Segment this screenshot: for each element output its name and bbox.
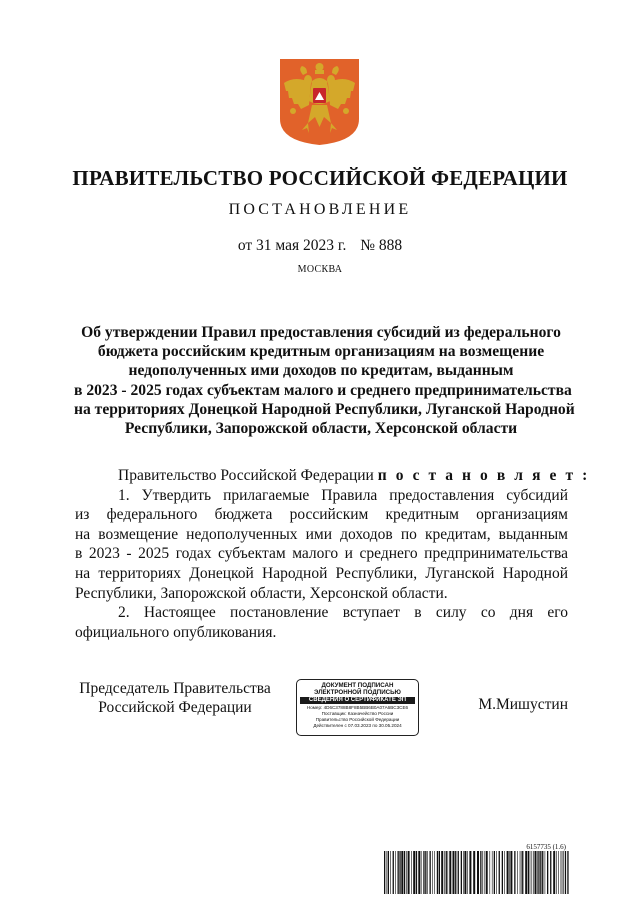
barcode-label: 6157735 (1.6) — [526, 843, 566, 851]
barcode-bar — [563, 851, 564, 894]
barcode-bar — [528, 851, 529, 894]
document-type: ПОСТАНОВЛЕНИЕ — [228, 201, 412, 218]
barcode-bar — [504, 851, 505, 894]
barcode-bar — [525, 851, 527, 894]
barcode-bar — [547, 851, 548, 894]
barcode-bar — [411, 851, 412, 894]
item1-line: Республики, Запорожской области, Херсонской области. — [75, 584, 448, 602]
barcode-bar — [423, 851, 424, 894]
barcode-bar — [469, 851, 471, 894]
document-body — [75, 466, 590, 642]
barcode-bar — [399, 851, 400, 894]
barcode-bar — [395, 851, 396, 894]
government-title: ПРАВИТЕЛЬСТВО РОССИЙСКОЙ ФЕДЕРАЦИИ — [72, 166, 568, 190]
barcode-bar — [502, 851, 503, 894]
barcode-bar — [408, 851, 410, 894]
date-number-line — [0, 237, 640, 255]
barcode-bar — [486, 851, 488, 894]
item2-line: 2. Настоящее постановление вступает в силу со дня его — [118, 604, 568, 622]
stamp-serial: Номер: 4D6C3788B8F8B5BB6B0A07A6BC3CE6 — [306, 705, 409, 710]
barcode-bar — [384, 851, 385, 894]
stamp-validity: Действителен с 07.03.2023 по 30.05.2024 — [313, 723, 402, 728]
barcode-bar — [418, 851, 420, 894]
heading-line: в 2023 - 2025 годах субъектам малого и среднего предпринимательства — [74, 381, 572, 399]
barcode-bar — [553, 851, 555, 894]
stamp-issuer: Поставщик: Казначейство России — [321, 711, 394, 716]
item1-line: в 2023 - 2025 годах субъектам малого и среднего предпринимательства — [75, 545, 568, 563]
barcode-bar — [533, 851, 534, 894]
barcode-bar — [455, 851, 456, 894]
barcode-bar — [437, 851, 438, 894]
barcode-bar — [540, 851, 541, 894]
barcode-bar — [434, 851, 435, 894]
stamp-owner: Правительство Российской Федерации — [315, 717, 400, 722]
barcode-bar — [537, 851, 538, 894]
heading-line: Об утверждении Правил предоставления субсидий из федерального — [81, 324, 561, 341]
barcode-bar — [388, 851, 389, 894]
electronic-signature-stamp — [296, 679, 419, 736]
barcode-bar — [446, 851, 447, 894]
barcode-bar — [484, 851, 485, 894]
signatory-position — [75, 680, 275, 717]
document-number: № 888 — [360, 237, 403, 254]
barcode-bar — [421, 851, 422, 894]
position-line: Российской Федерации — [98, 698, 252, 716]
barcode-bar — [507, 851, 509, 894]
barcode-bar — [404, 851, 405, 894]
barcode-bar — [398, 851, 399, 894]
barcode-bar — [444, 851, 445, 894]
item2-line: официального опубликования. — [75, 623, 277, 641]
barcode-bar — [393, 851, 394, 894]
barcode-bar — [550, 851, 551, 894]
heading-line: бюджета российским кредитным организациям на возмещение — [97, 343, 545, 361]
barcode-bar — [517, 851, 518, 894]
barcode-bar — [499, 851, 500, 894]
barcode-bar — [565, 851, 566, 894]
barcode-bar — [413, 851, 415, 894]
barcode-bar — [401, 851, 403, 894]
heading-line: на территориях Донецкой Народной Республики, Луганской Народной — [74, 400, 575, 418]
barcode-bar — [463, 851, 464, 894]
barcode-bar — [441, 851, 443, 894]
barcode-bar — [496, 851, 497, 894]
barcode-bar — [521, 851, 522, 894]
barcode-bar — [510, 851, 512, 894]
stamp-line: ДОКУМЕНТ ПОДПИСАН — [321, 682, 394, 689]
barcode-bar — [448, 851, 449, 894]
barcode-bar — [416, 851, 417, 894]
barcode-bar — [492, 851, 493, 894]
barcode-bar — [480, 851, 481, 894]
barcode-bar — [520, 851, 521, 894]
position-line: Председатель Правительства — [79, 680, 271, 697]
resolves-emphasis: п о с т а н о в л я е т : — [377, 467, 590, 484]
barcode-bar — [514, 851, 515, 894]
barcode-bar — [427, 851, 428, 894]
barcode-bar — [567, 851, 568, 894]
document-date: от 31 мая 2023 г. — [237, 237, 347, 254]
barcode-bar — [439, 851, 440, 894]
document-heading — [74, 323, 575, 438]
heading-line: недополученных ими доходов по кредитам, выданным — [128, 362, 514, 380]
signatory-name: М.Мишустин — [478, 696, 568, 713]
intro-text: Правительство Российской Федерации — [118, 467, 374, 484]
barcode-bar — [467, 851, 468, 894]
barcode-bar — [538, 851, 539, 894]
barcode-bar — [390, 851, 391, 894]
item1-line: на территориях Донецкой Народной Республики, Луганской Народной — [75, 564, 568, 582]
barcode-bar — [509, 851, 510, 894]
barcode-bar — [477, 851, 479, 894]
barcode-bar — [458, 851, 459, 894]
barcode-bar — [473, 851, 475, 894]
resolution-intro — [75, 466, 590, 486]
item1-line: из федерального бюджета российским кредитным организациям — [75, 506, 568, 524]
stamp-line: ЭЛЕКТРОННОЙ ПОДПИСЬЮ — [314, 689, 401, 696]
heading-line: Республики, Запорожской области, Херсонской области — [124, 420, 518, 438]
barcode-bar — [453, 851, 455, 894]
barcode-bar — [535, 851, 537, 894]
barcode-bar — [532, 851, 533, 894]
item1-line: на возмещение недополученных ими доходов по кредитам, выданным — [75, 525, 568, 543]
barcode-bar — [522, 851, 523, 894]
barcode-bar — [556, 851, 557, 894]
barcode-bar — [464, 851, 466, 894]
barcode-bar — [545, 851, 546, 894]
barcode-bar — [562, 851, 563, 894]
barcode-bar — [430, 851, 431, 894]
barcode-bar — [406, 851, 407, 894]
city: МОСКВА — [297, 264, 343, 275]
coat-of-arms-emblem — [278, 57, 361, 147]
barcode-bar — [461, 851, 462, 894]
barcode-bar — [490, 851, 491, 894]
barcode — [384, 851, 570, 894]
barcode-bar — [449, 851, 451, 894]
barcode-bar — [387, 851, 388, 894]
barcode-bar — [494, 851, 495, 894]
barcode-bar — [558, 851, 559, 894]
barcode-bar — [561, 851, 562, 894]
stamp-header: СВЕДЕНИЯ О СЕРТИФИКАТЕ ЭП — [300, 697, 415, 704]
item1-line: 1. Утвердить прилагаемые Правила предоставления субсидий — [118, 486, 568, 504]
barcode-bar — [425, 851, 426, 894]
barcode-bar — [530, 851, 531, 894]
barcode-bar — [542, 851, 543, 894]
barcode-bar — [432, 851, 433, 894]
barcode-bar — [482, 851, 483, 894]
